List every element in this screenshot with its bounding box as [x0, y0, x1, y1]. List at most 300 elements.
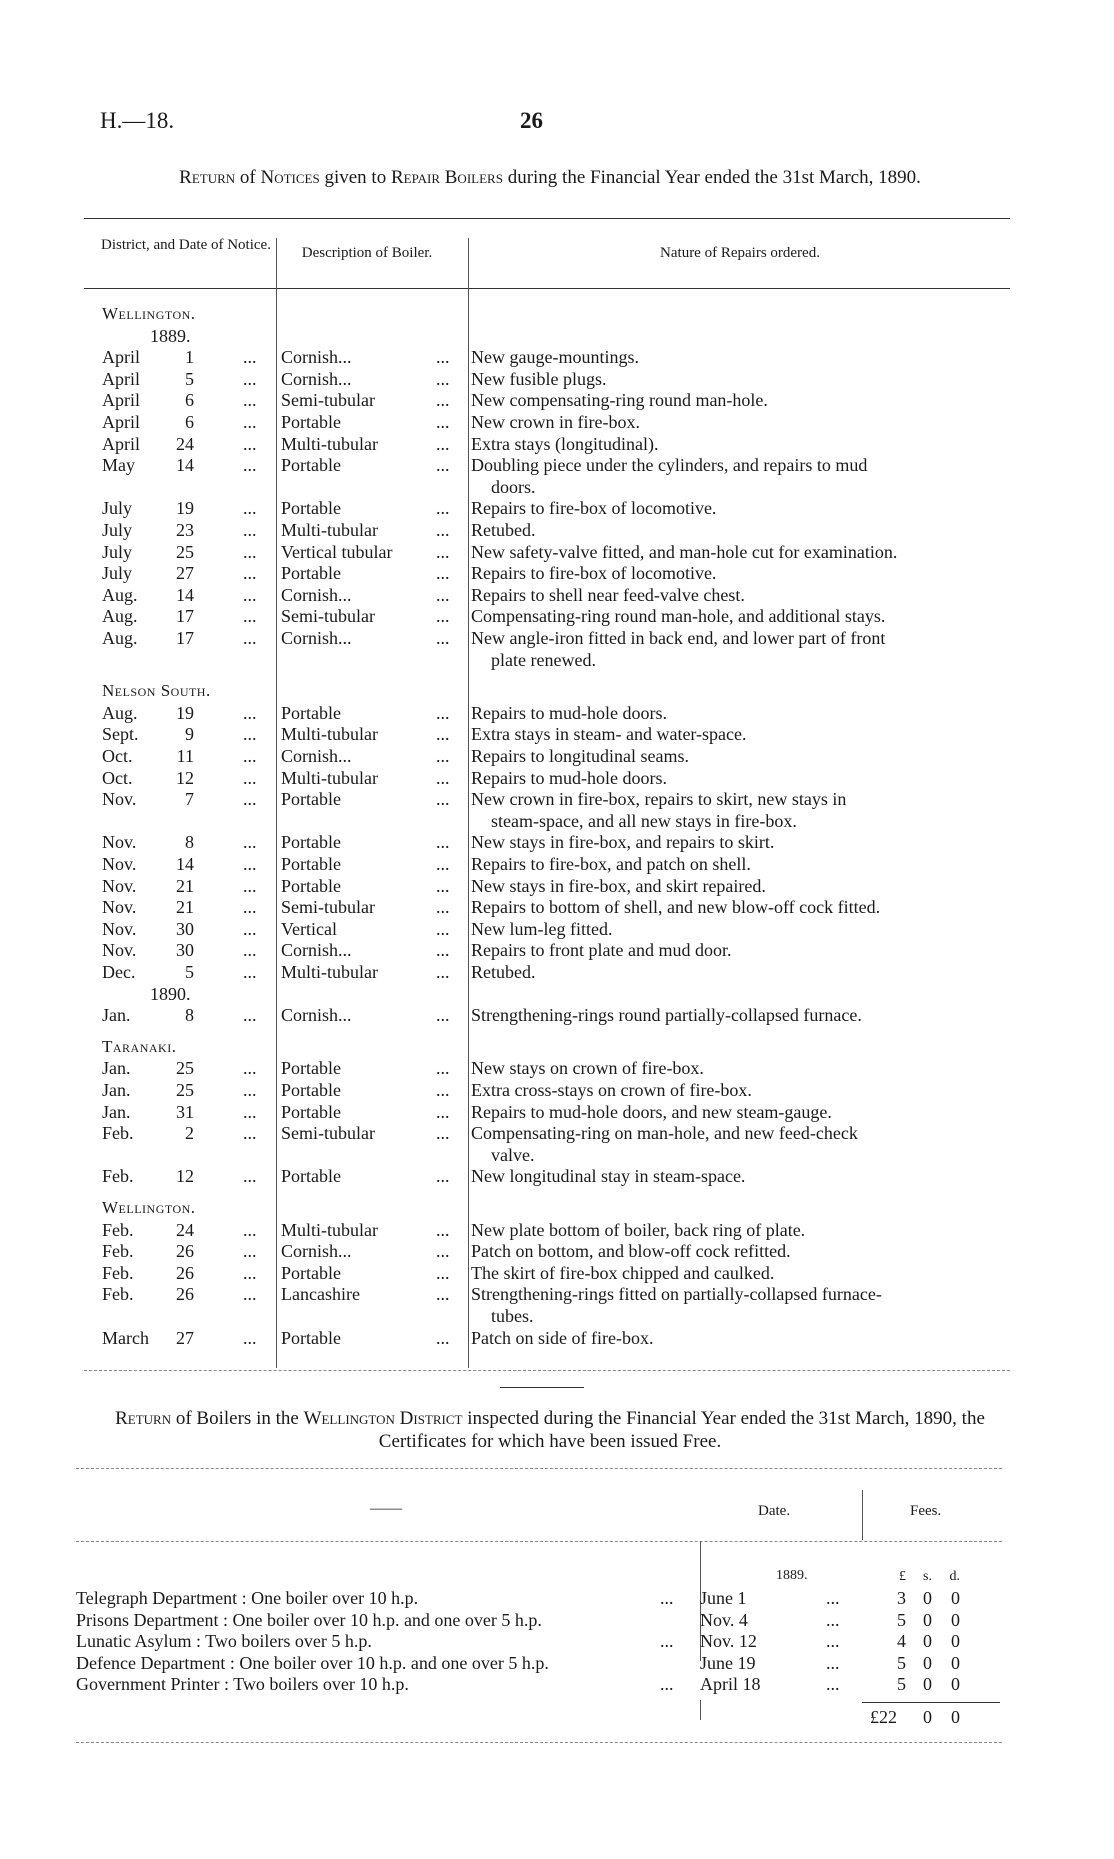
fee-pence: 0: [951, 1652, 960, 1673]
repair-nature: New gauge-mountings.: [471, 347, 639, 368]
leader-dots: ...: [243, 962, 257, 982]
repair-nature: Extra stays (longitudinal).: [471, 433, 659, 454]
repair-nature: Retubed.: [471, 520, 536, 540]
boiler-owner-description: Prisons Department : One boiler over 10 h.p. and one over 5 h.p.: [76, 1609, 542, 1630]
fee-pounds: 5: [897, 1609, 906, 1630]
section-heading: Wellington.: [102, 1198, 196, 1217]
leader-dots: ...: [436, 390, 450, 411]
col-district-header: District, and Date of Notice.: [101, 237, 271, 253]
notice-day: 24: [176, 1219, 194, 1240]
inspection-date: April 18: [700, 1674, 761, 1694]
total-shillings: 0: [923, 1707, 932, 1727]
leader-dots: ...: [436, 1058, 450, 1079]
boiler-description: Portable: [281, 789, 341, 810]
table-row-continuation: [0, 811, 1114, 832]
section-year: 1889.: [150, 325, 191, 346]
table-row: [0, 1241, 1114, 1262]
notice-day: 25: [176, 1080, 194, 1100]
fee-shillings: 0: [923, 1588, 932, 1608]
table2-year: 1889.: [776, 1568, 808, 1583]
repair-nature: Retubed.: [471, 962, 536, 982]
repair-nature: Repairs to fire-box, and patch on shell.: [471, 854, 751, 874]
leader-dots: ...: [660, 1674, 674, 1694]
notice-day: 6: [185, 412, 194, 432]
leader-dots: ...: [243, 1241, 257, 1262]
leader-dots: ...: [243, 520, 257, 540]
boiler-owner-description: Lunatic Asylum : Two boilers over 5 h.p.: [76, 1631, 372, 1651]
notice-month: April: [102, 412, 140, 432]
notice-month: Aug.: [102, 606, 138, 627]
repair-nature: Repairs to shell near feed-valve chest.: [471, 584, 745, 605]
leader-dots: ...: [436, 854, 450, 874]
repair-nature: Repairs to longitudinal seams.: [471, 746, 689, 766]
leader-dots: ...: [243, 1262, 257, 1283]
leader-dots: ...: [436, 1101, 450, 1122]
notice-month: Aug.: [102, 702, 138, 723]
leader-dots: ...: [243, 1005, 257, 1026]
table2-top-rule: [76, 1468, 1002, 1469]
repair-nature: New crown in fire-box, repairs to skirt, new stays in: [471, 789, 847, 810]
section-heading: Taranaki.: [102, 1036, 177, 1056]
notice-day: 21: [176, 897, 194, 918]
notice-month: April: [102, 347, 140, 368]
boiler-description: Portable: [281, 1080, 341, 1100]
boiler-description: Portable: [281, 1262, 341, 1283]
fee-shillings: 0: [923, 1674, 932, 1694]
fee-pence: 0: [951, 1631, 960, 1651]
boiler-description: Portable: [281, 1058, 341, 1079]
table-row: [0, 369, 1114, 390]
notice-day: 12: [176, 1166, 194, 1187]
table2-header-rule: [76, 1541, 1002, 1542]
leader-dots: ...: [436, 628, 450, 648]
notice-month: March: [102, 1327, 149, 1348]
notice-month: Jan.: [102, 1058, 131, 1079]
table-row-continuation: [0, 1145, 1114, 1166]
notice-month: Nov.: [102, 854, 137, 874]
col-date-header: Date.: [758, 1503, 791, 1519]
boiler-description: Lancashire: [281, 1284, 360, 1305]
table-row: [0, 746, 1114, 767]
repair-nature: Repairs to fire-box of locomotive.: [471, 498, 717, 519]
total-pence: 0: [951, 1707, 960, 1727]
total-row: [0, 1707, 1114, 1728]
table-row: [0, 1284, 1114, 1305]
leader-dots: ...: [243, 368, 257, 389]
repair-nature: Patch on bottom, and blow-off cock refitted.: [471, 1241, 791, 1262]
notice-day: 19: [176, 498, 194, 519]
notice-month: Feb.: [102, 1241, 134, 1262]
repair-nature: Doubling piece under the cylinders, and repairs to mud: [471, 455, 868, 476]
repair-nature-continued: tubes.: [491, 1306, 534, 1326]
boiler-description: Cornish...: [281, 584, 352, 605]
leader-dots: ...: [243, 1058, 257, 1079]
leader-dots: ...: [243, 702, 257, 723]
inspection-date: Nov. 4: [700, 1609, 748, 1630]
notice-day: 26: [176, 1241, 194, 1262]
boiler-description: Portable: [281, 455, 341, 476]
boiler-description: Cornish...: [281, 368, 352, 389]
notice-day: 7: [185, 789, 194, 810]
repair-nature: Extra cross-stays on crown of fire-box.: [471, 1080, 752, 1100]
table1-top-rule: [84, 218, 1010, 219]
repair-nature: Strengthening-rings round partially-collapsed furnace.: [471, 1005, 862, 1026]
table-row: [0, 1263, 1114, 1284]
boiler-description: Multi-tubular: [281, 520, 378, 540]
repair-nature: New plate bottom of boiler, back ring of plate.: [471, 1219, 806, 1240]
table-row: [0, 962, 1114, 983]
notice-month: April: [102, 433, 140, 454]
boiler-description: Semi-tubular: [281, 897, 375, 918]
leader-dots: ...: [436, 368, 450, 389]
table-row: [0, 876, 1114, 897]
notice-month: Jan.: [102, 1005, 131, 1026]
notice-day: 27: [176, 1327, 194, 1348]
notice-month: Sept.: [102, 724, 139, 745]
leader-dots: ...: [243, 1219, 257, 1240]
table-row: [0, 628, 1114, 649]
repair-nature: Repairs to bottom of shell, and new blow-off cock fitted.: [471, 897, 881, 918]
leader-dots: ...: [436, 584, 450, 605]
leader-dots: ...: [243, 606, 257, 627]
leader-dots: ...: [243, 832, 257, 853]
notice-day: 25: [176, 1058, 194, 1079]
notice-month: Feb.: [102, 1262, 134, 1283]
table-row: [0, 1653, 1114, 1674]
boiler-description: Semi-tubular: [281, 606, 375, 627]
leader-dots: ...: [826, 1609, 840, 1630]
boiler-description: Multi-tubular: [281, 962, 378, 982]
fee-pounds: 3: [897, 1588, 906, 1608]
leader-dots: ...: [436, 1166, 450, 1187]
notice-month: Feb.: [102, 1166, 134, 1187]
leader-dots: ...: [243, 1080, 257, 1100]
table-row: [0, 789, 1114, 810]
table1-bottom-rule: [84, 1370, 1010, 1371]
notice-month: Oct.: [102, 746, 133, 766]
notice-day: 26: [176, 1262, 194, 1283]
notice-month: Aug.: [102, 584, 138, 605]
repair-nature: New compensating-ring round man-hole.: [471, 390, 768, 411]
leader-dots: ...: [826, 1631, 840, 1651]
notice-day: 30: [176, 940, 194, 961]
leader-dots: ...: [436, 897, 450, 918]
leader-dots: ...: [436, 940, 450, 961]
boiler-description: Portable: [281, 1166, 341, 1187]
inspection-date: Nov. 12: [700, 1631, 757, 1651]
table2-divider-2: [862, 1490, 863, 1540]
notice-month: Nov.: [102, 897, 137, 918]
leader-dots: ...: [243, 498, 257, 519]
leader-dots: ...: [436, 1219, 450, 1240]
notice-month: Jan.: [102, 1080, 131, 1100]
repair-nature: New angle-iron fitted in back end, and lower part of front: [471, 628, 886, 648]
leader-dots: ...: [436, 412, 450, 432]
boiler-description: Portable: [281, 498, 341, 519]
leader-dots: ...: [436, 1284, 450, 1305]
boiler-description: Cornish...: [281, 628, 352, 648]
notice-day: 24: [176, 433, 194, 454]
table2-bottom-rule: [76, 1742, 1002, 1743]
table-row: [0, 347, 1114, 368]
notice-day: 14: [176, 584, 194, 605]
leader-dots: ...: [436, 498, 450, 519]
table-row-continuation: [0, 650, 1114, 671]
boiler-description: Portable: [281, 854, 341, 874]
boiler-description: Portable: [281, 1327, 341, 1348]
fees-units-row: [0, 1566, 1114, 1587]
notice-month: April: [102, 390, 140, 411]
col-description-header: Description of Boiler.: [301, 245, 433, 261]
repair-nature: Patch on side of fire-box.: [471, 1327, 654, 1348]
section-heading: Nelson South.: [102, 681, 211, 701]
repair-nature-continued: steam-space, and all new stays in fire-box.: [491, 810, 797, 831]
leader-dots: ...: [243, 628, 257, 648]
separator-rule: [500, 1387, 584, 1388]
notice-month: April: [102, 368, 140, 389]
boiler-description: Multi-tubular: [281, 1219, 378, 1240]
notice-day: 21: [176, 875, 194, 896]
leader-dots: ...: [826, 1588, 840, 1608]
boiler-description: Vertical tubular: [281, 541, 393, 562]
leader-dots: ...: [243, 1166, 257, 1187]
table-row: [0, 1123, 1114, 1144]
leader-dots: ...: [436, 962, 450, 982]
repair-nature: New crown in fire-box.: [471, 412, 640, 432]
section-year: 1890.: [150, 983, 191, 1004]
table-row: [0, 768, 1114, 789]
table-row: [0, 585, 1114, 606]
repair-nature: New lum-leg fitted.: [471, 918, 613, 939]
notice-day: 14: [176, 854, 194, 874]
leader-dots: ...: [436, 918, 450, 939]
notice-month: Nov.: [102, 875, 137, 896]
notice-month: Aug.: [102, 628, 138, 648]
repair-nature: New stays in fire-box, and repairs to skirt.: [471, 832, 775, 853]
repair-nature: New fusible plugs.: [471, 368, 607, 389]
leader-dots: ...: [243, 347, 257, 368]
unit-pence: d.: [949, 1569, 960, 1584]
inspection-date: June 1: [700, 1588, 747, 1608]
leader-dots: ...: [436, 702, 450, 723]
table2-title: Return of Boilers in the Wellington District inspected during the Financial Year ended the 31st March, 1890, the Certificates for which have been issued Free.: [115, 1408, 985, 1452]
leader-dots: ...: [436, 767, 450, 788]
repair-nature: Repairs to fire-box of locomotive.: [471, 563, 717, 584]
boiler-owner-description: Defence Department : One boiler over 10 h.p. and one over 5 h.p.: [76, 1652, 549, 1673]
fee-pence: 0: [951, 1674, 960, 1694]
leader-dots: ...: [826, 1674, 840, 1694]
leader-dots: ...: [243, 875, 257, 896]
leader-dots: ...: [243, 746, 257, 766]
leader-dots: ...: [436, 1327, 450, 1348]
leader-dots: ...: [436, 746, 450, 766]
repair-nature: New longitudinal stay in steam-space.: [471, 1166, 746, 1187]
inspection-date: June 19: [700, 1652, 756, 1673]
notice-day: 6: [185, 390, 194, 411]
leader-dots: ...: [243, 767, 257, 788]
leader-dots: ...: [436, 347, 450, 368]
leader-dots: ...: [243, 789, 257, 810]
leader-dots: ...: [243, 1284, 257, 1305]
leader-dots: ...: [436, 541, 450, 562]
leader-dots: ...: [243, 724, 257, 745]
leader-dots: ...: [243, 390, 257, 411]
table-row: [0, 434, 1114, 455]
notice-month: July: [102, 541, 133, 562]
repair-nature: Strengthening-rings fitted on partially-collapsed furnace-: [471, 1284, 882, 1305]
total-rule: [862, 1702, 1000, 1703]
table1-title: Return of Notices given to Repair Boilers during the Financial Year ended the 31st March, 1890.: [179, 167, 921, 188]
col-blank-header: ——: [370, 1500, 402, 1517]
leader-dots: ...: [436, 1241, 450, 1262]
leader-dots: ...: [436, 433, 450, 454]
table-row: [0, 563, 1114, 584]
table-row: [0, 940, 1114, 961]
leader-dots: ...: [243, 563, 257, 584]
table-row: [0, 1102, 1114, 1123]
table-row: [0, 1610, 1114, 1631]
repair-nature: The skirt of fire-box chipped and caulked.: [471, 1262, 775, 1283]
fee-pence: 0: [951, 1588, 960, 1608]
repair-nature: Repairs to mud-hole doors.: [471, 702, 667, 723]
table-row: [0, 1005, 1114, 1026]
col-fees-header: Fees.: [910, 1503, 942, 1519]
col-nature-header: Nature of Repairs ordered.: [660, 245, 820, 261]
repair-nature: Repairs to front plate and mud door.: [471, 940, 732, 961]
notice-day: 19: [176, 702, 194, 723]
notice-month: Nov.: [102, 832, 137, 853]
notice-month: July: [102, 520, 133, 540]
repair-nature-continued: plate renewed.: [491, 649, 596, 670]
notice-month: Jan.: [102, 1101, 131, 1122]
boiler-description: Semi-tubular: [281, 1123, 375, 1144]
boiler-description: Vertical: [281, 918, 337, 939]
notice-day: 25: [176, 541, 194, 562]
table-row: [0, 520, 1114, 541]
boiler-owner-description: Telegraph Department : One boiler over 10 h.p.: [76, 1588, 419, 1608]
boiler-description: Portable: [281, 412, 341, 432]
table-row: [0, 455, 1114, 476]
leader-dots: ...: [436, 789, 450, 810]
leader-dots: ...: [436, 832, 450, 853]
leader-dots: ...: [436, 563, 450, 584]
leader-dots: ...: [436, 1005, 450, 1026]
notice-day: 1: [185, 347, 194, 368]
repair-nature: Repairs to mud-hole doors, and new steam-gauge.: [471, 1101, 832, 1122]
table-row: [0, 724, 1114, 745]
leader-dots: ...: [243, 918, 257, 939]
notice-day: 5: [185, 368, 194, 389]
boiler-description: Portable: [281, 1101, 341, 1122]
notice-month: May: [102, 455, 135, 476]
leader-dots: ...: [436, 455, 450, 476]
table-row-continuation: [0, 477, 1114, 498]
leader-dots: ...: [436, 606, 450, 627]
table-row: [0, 1588, 1114, 1609]
table-row: [0, 1674, 1114, 1695]
repair-nature: Compensating-ring on man-hole, and new feed-check: [471, 1123, 858, 1144]
document-reference: H.—18.: [100, 108, 175, 133]
notice-day: 17: [176, 606, 194, 627]
notice-day: 30: [176, 918, 194, 939]
leader-dots: ...: [243, 940, 257, 961]
leader-dots: ...: [436, 724, 450, 745]
leader-dots: ...: [660, 1631, 674, 1651]
table-row: [0, 606, 1114, 627]
notice-day: 14: [176, 455, 194, 476]
fee-shillings: 0: [923, 1652, 932, 1673]
boiler-description: Multi-tubular: [281, 433, 378, 454]
leader-dots: ...: [436, 1123, 450, 1144]
leader-dots: ...: [243, 1123, 257, 1144]
repair-nature-continued: valve.: [491, 1144, 535, 1165]
fee-shillings: 0: [923, 1631, 932, 1651]
table-row: [0, 498, 1114, 519]
table1-header-rule: [84, 288, 1010, 289]
table-row: [0, 703, 1114, 724]
section-heading: Wellington.: [102, 304, 196, 323]
notice-day: 26: [176, 1284, 194, 1305]
leader-dots: ...: [660, 1588, 674, 1608]
leader-dots: ...: [243, 1101, 257, 1122]
table-row: [0, 1166, 1114, 1187]
boiler-description: Portable: [281, 563, 341, 584]
table-row: [0, 1220, 1114, 1241]
boiler-description: Multi-tubular: [281, 724, 378, 745]
leader-dots: ...: [436, 520, 450, 540]
table-row: [0, 1080, 1114, 1101]
fee-pounds: 5: [897, 1674, 906, 1694]
boiler-description: Portable: [281, 875, 341, 896]
notice-day: 12: [176, 767, 194, 788]
boiler-description: Semi-tubular: [281, 390, 375, 411]
boiler-description: Cornish...: [281, 347, 352, 368]
boiler-description: Multi-tubular: [281, 767, 378, 788]
repair-nature: New stays on crown of fire-box.: [471, 1058, 704, 1079]
leader-dots: ...: [243, 433, 257, 454]
table-row: [0, 412, 1114, 433]
leader-dots: ...: [436, 875, 450, 896]
notice-month: Feb.: [102, 1284, 134, 1305]
notice-day: 23: [176, 520, 194, 540]
leader-dots: ...: [243, 854, 257, 874]
notice-day: 9: [185, 724, 194, 745]
notice-day: 5: [185, 962, 194, 982]
notice-month: Nov.: [102, 940, 137, 961]
boiler-description: Cornish...: [281, 746, 352, 766]
leader-dots: ...: [243, 541, 257, 562]
notice-month: July: [102, 563, 133, 584]
fee-pounds: 4: [897, 1631, 906, 1651]
repair-nature: New stays in fire-box, and skirt repaired.: [471, 875, 766, 896]
leader-dots: ...: [436, 1080, 450, 1100]
notice-day: 17: [176, 628, 194, 648]
notice-month: Nov.: [102, 918, 137, 939]
boiler-description: Portable: [281, 832, 341, 853]
leader-dots: ...: [243, 584, 257, 605]
fee-pounds: 5: [897, 1652, 906, 1673]
table-row: [0, 1328, 1114, 1349]
boiler-description: Portable: [281, 702, 341, 723]
fee-pence: 0: [951, 1609, 960, 1630]
leader-dots: ...: [243, 897, 257, 918]
notice-day: 27: [176, 563, 194, 584]
notice-day: 11: [176, 746, 194, 766]
repair-nature: Compensating-ring round man-hole, and additional stays.: [471, 606, 886, 627]
repair-nature: Extra stays in steam- and water-space.: [471, 724, 747, 745]
total-pounds: £22: [870, 1707, 897, 1727]
leader-dots: ...: [243, 1327, 257, 1348]
